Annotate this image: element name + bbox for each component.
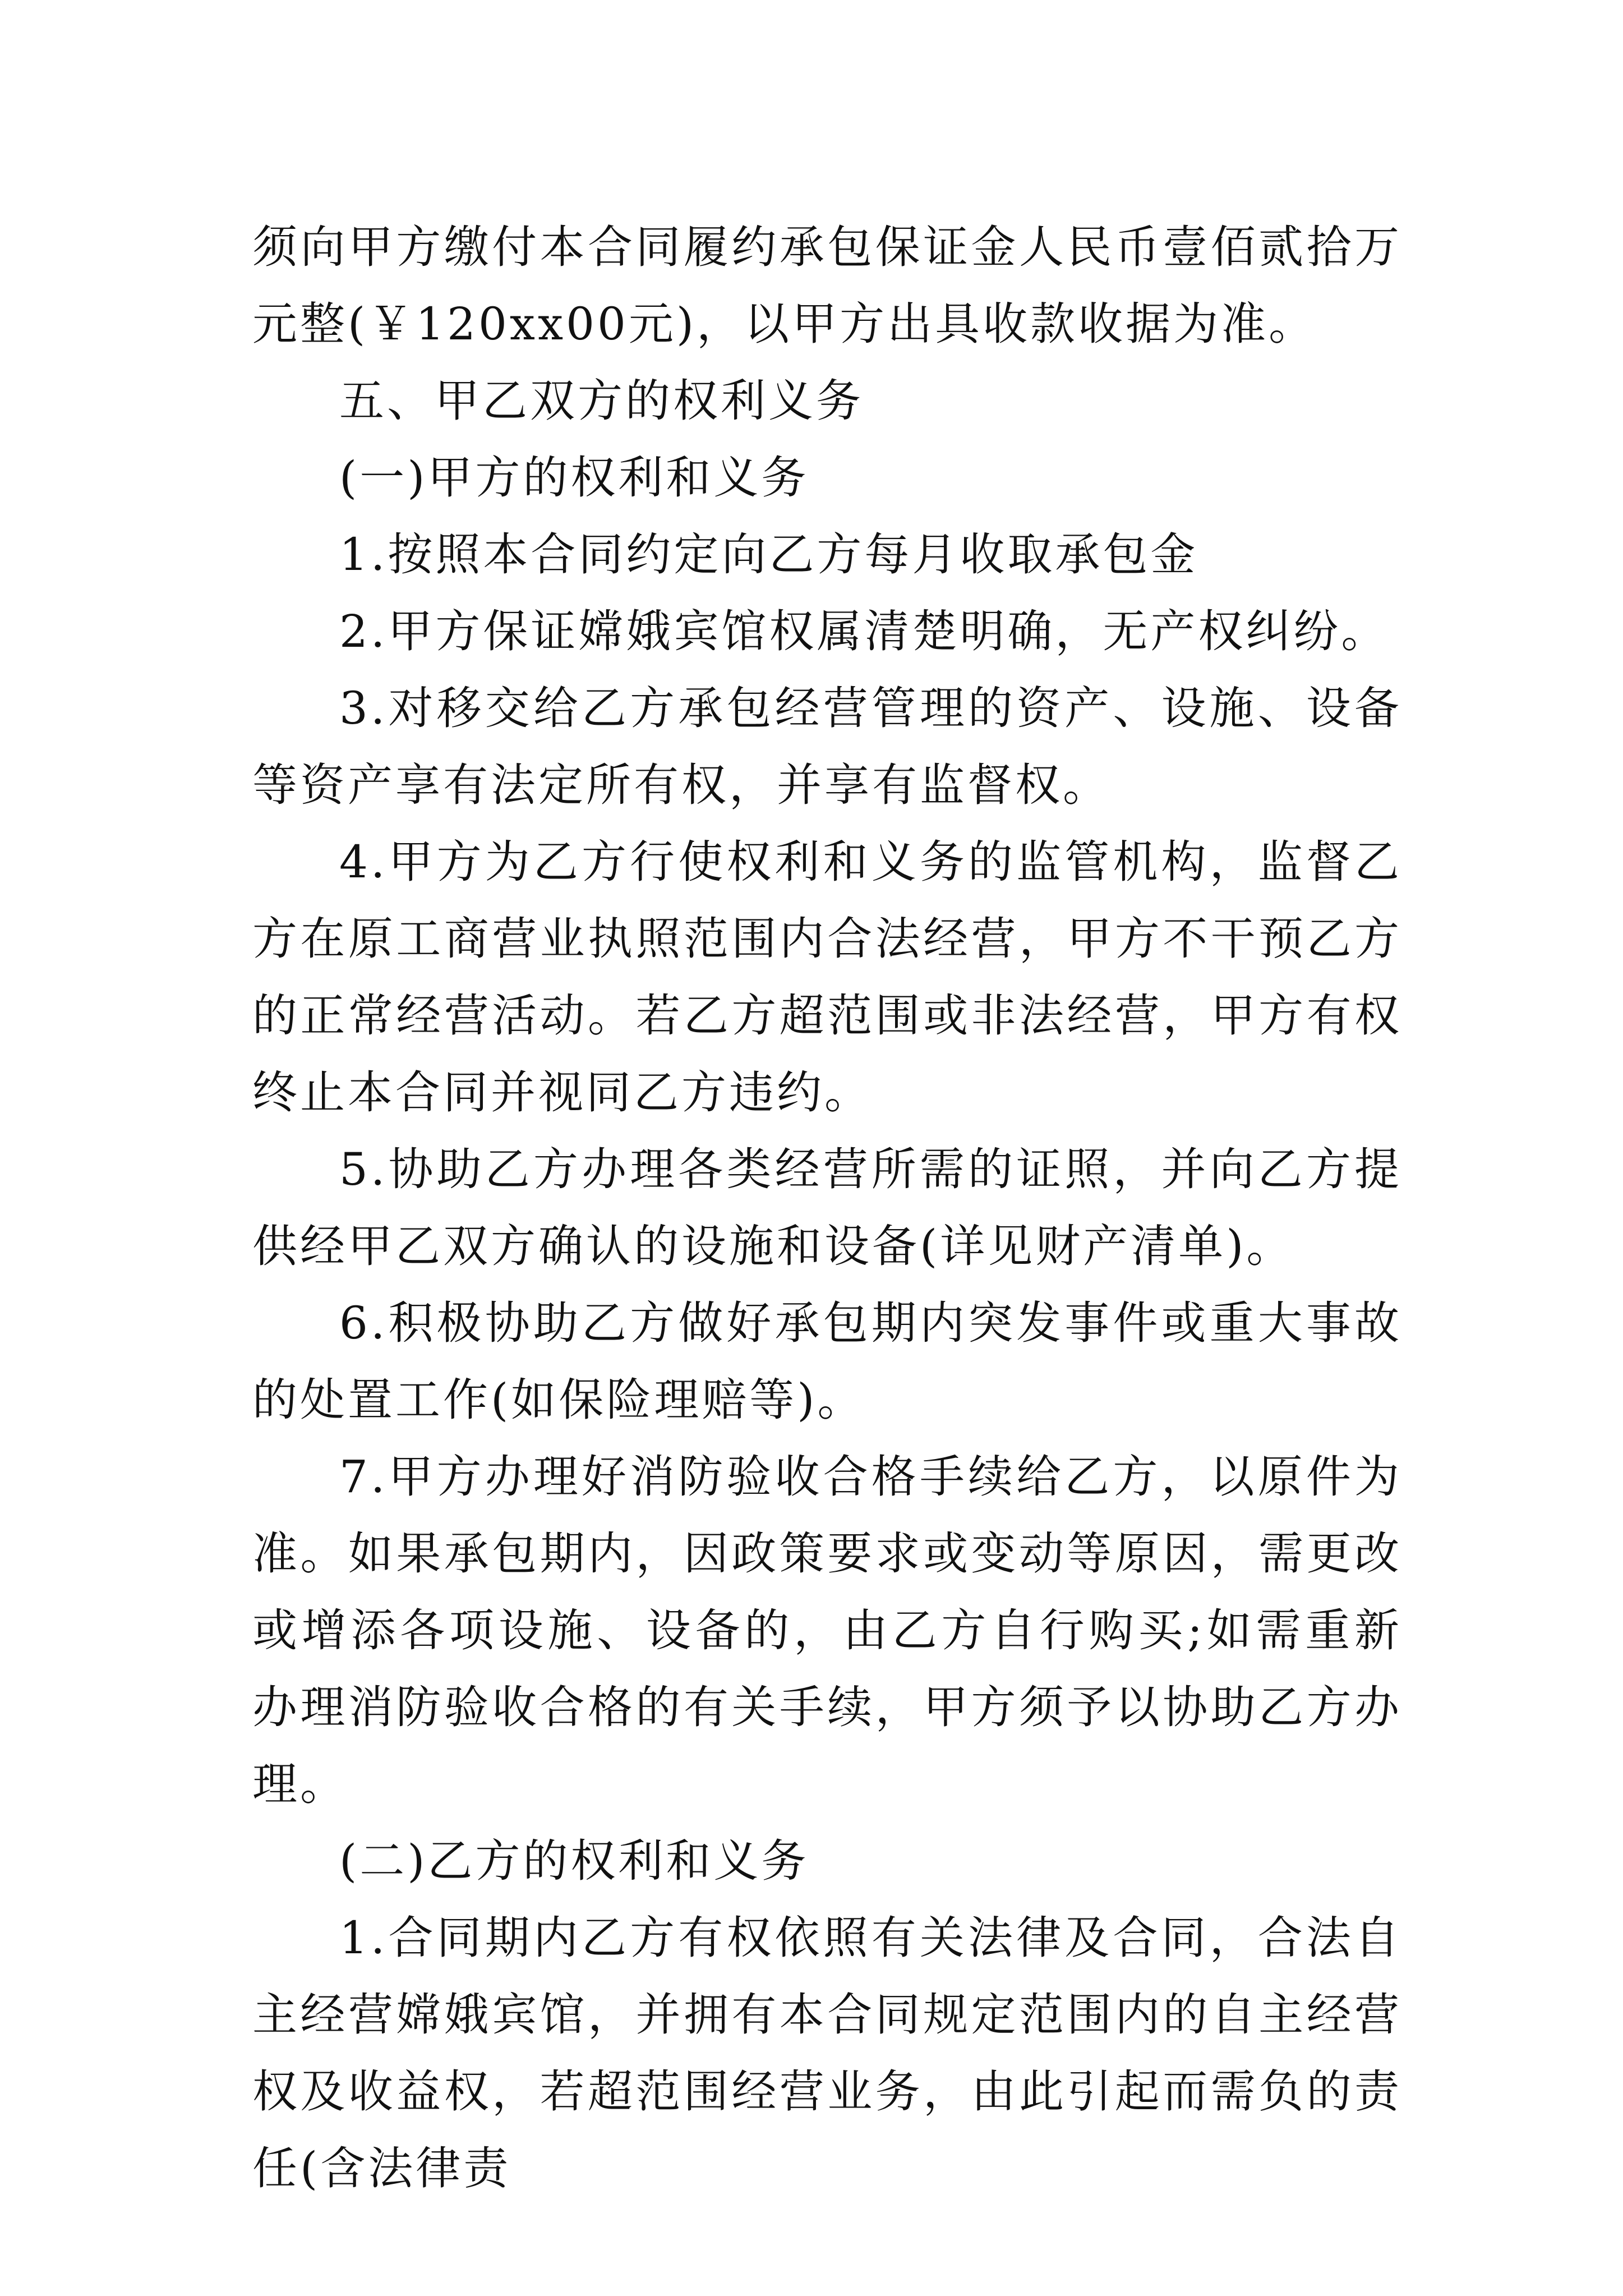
paragraph-continuation: 须向甲方缴付本合同履约承包保证金人民币壹佰贰拾万元整(￥120xx00元)，以甲方出具收款收据为准。 [252, 221, 1402, 350]
clause-a-5: 5.协助乙方办理各类经营所需的证照，并向乙方提供经甲乙双方确认的设施和设备(详见财产清单)。 [252, 1143, 1402, 1272]
document-body [252, 209, 1402, 2207]
clause-a-7: 7.甲方办理好消防验收合格手续给乙方，以原件为准。如果承包期内，因政策要求或变动等原因，需更改或增添各项设施、设备的，由乙方自行购买;如需重新办理消防验收合格的有关手续，甲方须予以协助乙方办理。 [252, 1451, 1402, 1810]
clause-b-1: 1.合同期内乙方有权依照有关法律及合同，合法自主经营嫦娥宾馆，并拥有本合同规定范围内的自主经营权及收益权，若超范围经营业务，由此引起而需负的责任(含法律责 [252, 1912, 1402, 2194]
subsection-heading-party-a: (一)甲方的权利和义务 [339, 452, 809, 504]
section-heading-rights-obligations: 五、甲乙双方的权利义务 [339, 375, 864, 427]
subsection-heading-party-b: (二)乙方的权利和义务 [339, 1835, 809, 1887]
clause-a-1: 1.按照本合同约定向乙方每月收取承包金 [339, 528, 1198, 581]
clause-a-4: 4.甲方为乙方行使权利和义务的监管机构，监督乙方在原工商营业执照范围内合法经营，甲方不干预乙方的正常经营活动。若乙方超范围或非法经营，甲方有权终止本合同并视同乙方违约。 [252, 836, 1402, 1119]
clause-a-2: 2.甲方保证嫦娥宾馆权属清楚明确，无产权纠纷。 [339, 605, 1389, 657]
clause-a-6: 6.积极协助乙方做好承包期内突发事件或重大事故的处置工作(如保险理赔等)。 [252, 1297, 1402, 1426]
clause-a-3: 3.对移交给乙方承包经营管理的资产、设施、设备等资产享有法定所有权，并享有监督权。 [252, 682, 1402, 811]
